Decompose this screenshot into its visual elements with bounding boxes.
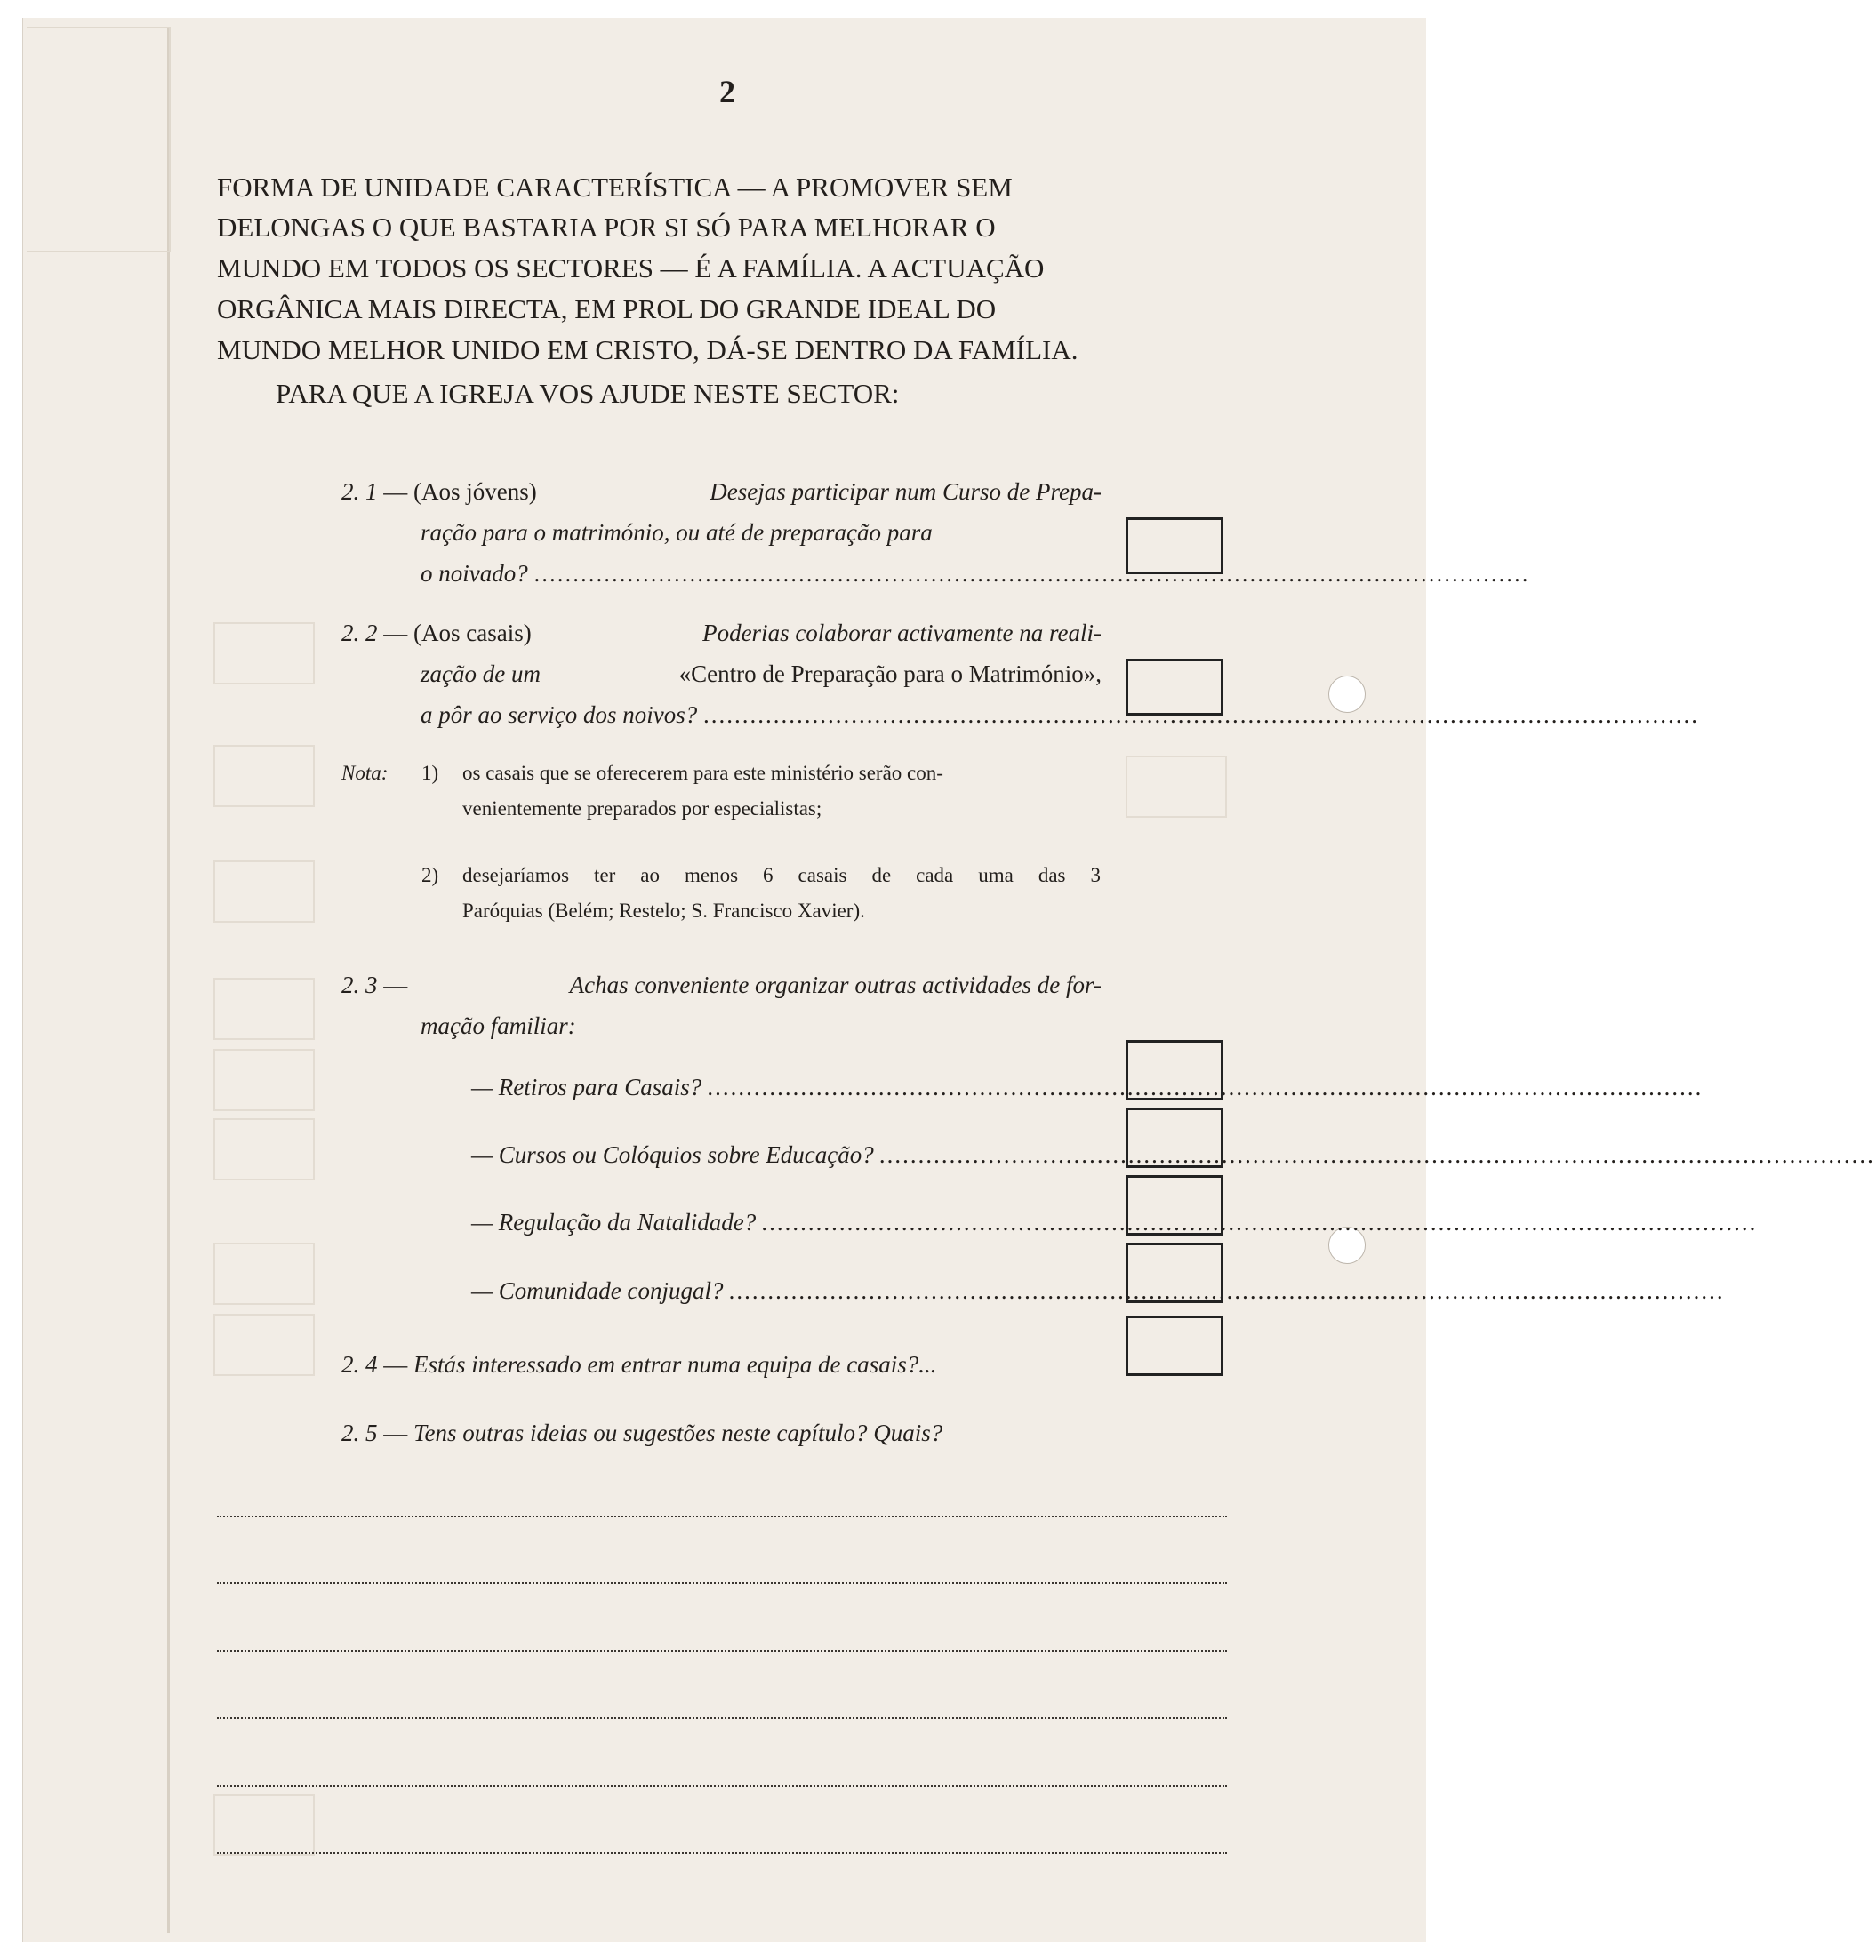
- question-number: 2. 2: [341, 620, 378, 646]
- question-number: 2. 3: [341, 972, 378, 998]
- intro-line: ORGÂNICA MAIS DIRECTA, EM PROL DO GRANDE IDEAL DO: [217, 293, 997, 324]
- intro-line: FORMA DE UNIDADE CARACTERÍSTICA — A PROMOVER SEM: [217, 172, 1013, 203]
- bleed-through-box: [213, 1314, 315, 1376]
- question-number: 2. 5: [341, 1420, 378, 1446]
- page-number: 2: [719, 74, 735, 109]
- answer-checkbox[interactable]: [1126, 1040, 1223, 1100]
- answer-checkbox[interactable]: [1126, 1175, 1223, 1236]
- question-2-4: 2. 4 — Estás interessado em entrar numa equipa de casais?...: [341, 1351, 937, 1378]
- intro-line: PARA QUE A IGREJA VOS AJUDE NESTE SECTOR:: [276, 378, 900, 409]
- bleed-through-frame: [27, 27, 171, 252]
- note-item-text: venientemente preparados por especialistas;: [462, 797, 822, 820]
- answer-checkbox[interactable]: [1126, 517, 1223, 574]
- answer-line[interactable]: [217, 1582, 1227, 1584]
- note-item-text: os casais que se oferecerem para este ministério serão con-: [462, 762, 943, 784]
- question-text: ração para o matrimónio, ou até de preparação para: [421, 519, 933, 546]
- question-2-5: 2. 5 — Tens outras ideias ou sugestões neste capítulo? Quais?: [341, 1420, 943, 1446]
- answer-checkbox[interactable]: [1126, 1316, 1223, 1376]
- option-regulacao: — Regulação da Natalidade? ................................................................................................................................: [471, 1209, 1758, 1236]
- question-text: Estás interessado em entrar numa equipa de casais?...: [413, 1351, 937, 1378]
- bleed-through-box: [213, 1118, 315, 1180]
- bleed-through-box: [213, 1243, 315, 1305]
- question-2-1: 2. 1 — (Aos jóvens) Desejas participar num Curso de Prepa- ração para o matrimónio, ou até de preparação para o noivado? ................................................................................................................................: [341, 471, 1102, 594]
- question-text: mação familiar:: [421, 1012, 576, 1039]
- intro-line: DELONGAS O QUE BASTARIA POR SI SÓ PARA MELHORAR O: [217, 212, 996, 243]
- question-2-2: 2. 2 — (Aos casais) Poderias colaborar activamente na reali- zação de um «Centro de Preparação para o Matrimónio», a pôr ao serviço dos noivos? ................................................................................................................................: [341, 612, 1102, 735]
- answer-line[interactable]: [217, 1516, 1227, 1517]
- question-number: 2. 1: [341, 478, 378, 505]
- option-cursos: — Cursos ou Colóquios sobre Educação? ................................................................................................................................: [471, 1141, 1876, 1168]
- option-comunidade: — Comunidade conjugal? ................................................................................................................................: [471, 1277, 1726, 1304]
- bleed-through-box: [213, 860, 315, 923]
- note-item-number: 1): [421, 762, 439, 784]
- bleed-through-box: [213, 978, 315, 1040]
- note-label: Nota:: [341, 762, 389, 784]
- bleed-through-box: [213, 745, 315, 807]
- bleed-through-box: [213, 622, 315, 684]
- question-text: Poderias colaborar activamente na reali-: [702, 620, 1102, 646]
- question-2-3: 2. 3 — Achas conveniente organizar outras actividades de for- mação familiar:: [341, 964, 1102, 1046]
- question-number: 2. 4: [341, 1351, 378, 1378]
- question-text: Desejas participar num Curso de Prepa-: [710, 478, 1102, 505]
- question-text: Achas conveniente organizar outras actividades de for-: [569, 972, 1102, 998]
- answer-checkbox[interactable]: [1126, 1108, 1223, 1168]
- bleed-through-box: [213, 1049, 315, 1111]
- note-item-number: 2): [421, 864, 439, 886]
- answer-line[interactable]: [217, 1650, 1227, 1652]
- option-retiros: — Retiros para Casais? ................................................................................................................................: [471, 1074, 1704, 1100]
- note-item-text: Paróquias (Belém; Restelo; S. Francisco Xavier).: [462, 900, 865, 922]
- paper-fold-line: [167, 27, 170, 1933]
- answer-line[interactable]: [217, 1717, 1227, 1719]
- intro-line: MUNDO EM TODOS OS SECTORES — É A FAMÍLIA. A ACTUAÇÃO: [217, 252, 1045, 284]
- answer-line[interactable]: [217, 1852, 1227, 1854]
- question-text: Tens outras ideias ou sugestões neste capítulo? Quais?: [413, 1420, 943, 1446]
- answer-line[interactable]: [217, 1785, 1227, 1787]
- bleed-through-box: [1126, 756, 1227, 818]
- bleed-through-box: [213, 1794, 315, 1856]
- answer-checkbox[interactable]: [1126, 659, 1223, 716]
- note-item-text: desejaríamos ter ao menos 6 casais de cada uma das 3: [462, 864, 1101, 886]
- intro-line: MUNDO MELHOR UNIDO EM CRISTO, DÁ-SE DENTRO DA FAMÍLIA.: [217, 334, 1078, 365]
- answer-checkbox[interactable]: [1126, 1243, 1223, 1303]
